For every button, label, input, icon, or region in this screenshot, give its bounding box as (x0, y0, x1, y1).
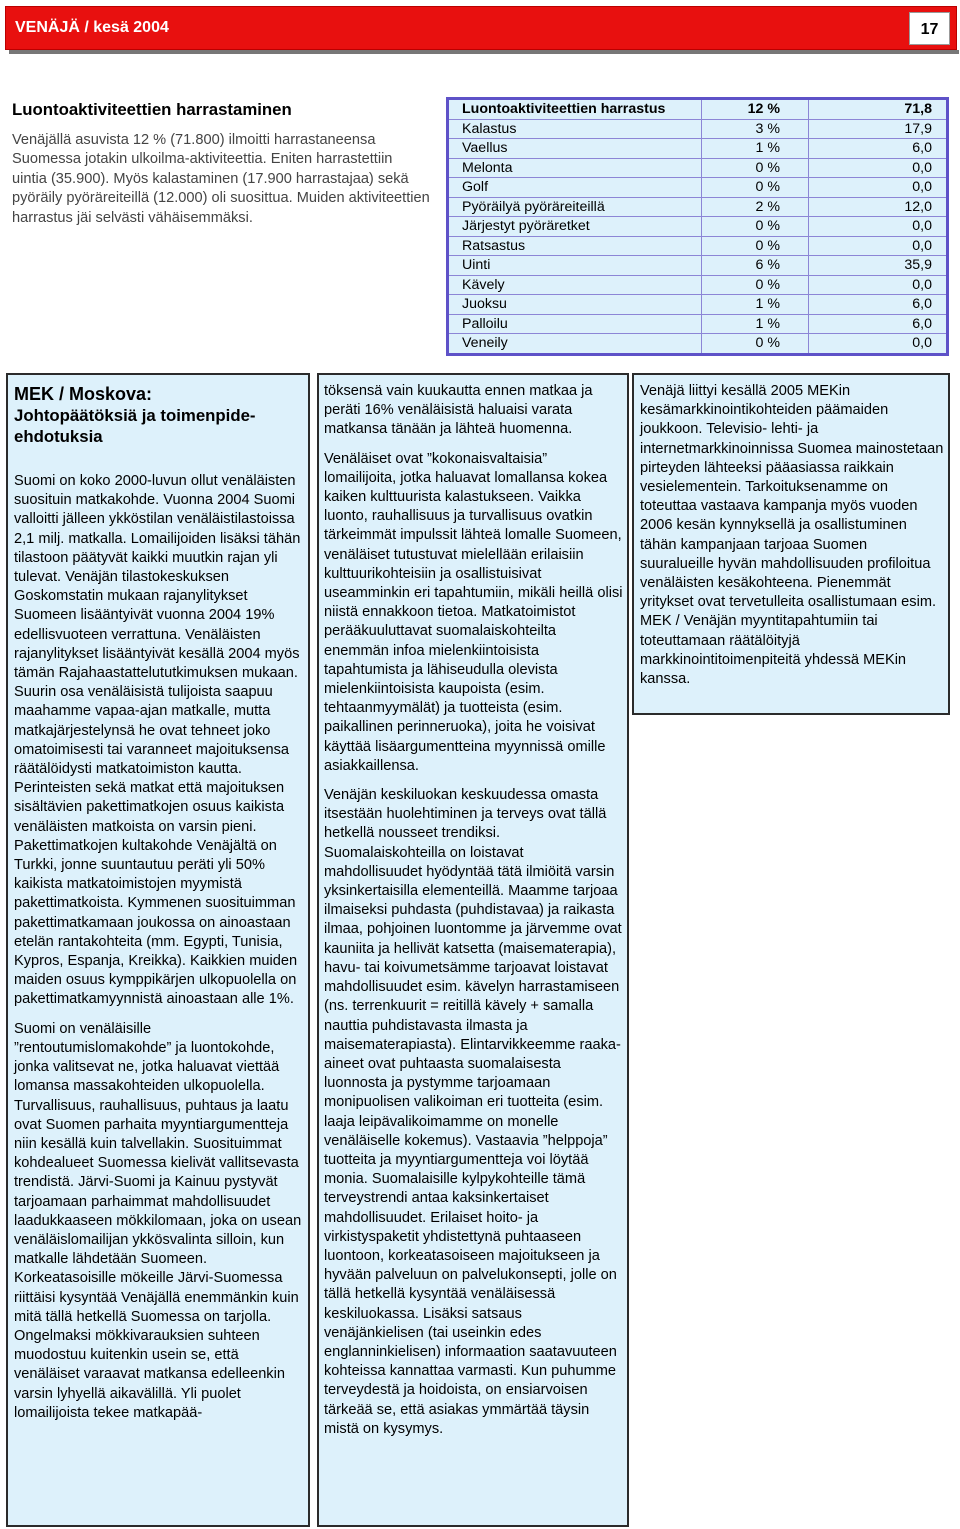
row-pct: 1 % (702, 139, 809, 159)
intro-section (12, 100, 430, 228)
row-value: 0,0 (809, 158, 948, 178)
row-pct: 0 % (702, 236, 809, 256)
mek-column-2 (317, 373, 629, 1527)
row-pct: 0 % (702, 334, 809, 355)
row-pct: 0 % (702, 275, 809, 295)
mek-column-1 (6, 373, 310, 1527)
row-label: Kävely (448, 275, 702, 295)
row-label: Kalastus (448, 119, 702, 139)
mek-title-line1: MEK / Moskova: (14, 384, 153, 404)
row-value: 0,0 (809, 334, 948, 355)
col2-paragraph-2: Venäläiset ovat ”kokonaisvaltaisia” lomailijoita, jotka haluavat lomallansa kokea kaiken kulttuurista kalastukseen. Vaikka luonto, rauhallisuus ja turvallisuus ovatkin tärkeimmät impulssit lähteä lomalle Suomeen, venäläiset tutustuvat mielellään erilaisiin kulttuurikohteisiin ja osallistuisivat useamminkin eri tapahtumiin, mikäli heillä olisi niistä ennakkoon tietoa. Matkatoimistot perääkuuluttavat suomalaiskohteilta enemmän infoa mielenkiintoisista tapahtumista ja lähiseudulla olevista mielenkiintoisista kaupoista (esim. tehtaanmyymälät) ja tuotteista (esim. paikallinen perinneruoka), joita he voisivat käyttää lisäargumentteina myynnissä omille asiakkaillensa. (324, 450, 623, 774)
row-label: Juoksu (448, 295, 702, 315)
row-value: 6,0 (809, 314, 948, 334)
col2-paragraph-1: töksensä vain kuukautta ennen matkaa ja peräti 16% venäläisistä haluaisi varata matkansa tänään ja lähteä huomenna. (324, 383, 593, 438)
col3-paragraph-1: Venäjä liittyi kesällä 2005 MEKin kesämarkkinointikohteiden päämaiden joukkoon. Televisio- lehti- ja internetmarkkinoinnissa Suomea mainostetaan pirteyden lähteeksi pääasiassa raikkain vesielementein. Tarkoituksenamme on toteuttaa vastaava kampanja myös vuoden 2006 kesän kynnyksellä ja osallistuminen tähän kampanjaan tarjoaa Suomen suuralueille hyvän mahdollisuuden profiloitua venäläisten kesäkohteena. Pienemmät yritykset ovat tervetulleita osallistumaan esim. MEK / Venäjän myyntitapahtumiin tai toteuttamaan räätälöityjä markkinointitoimenpiteitä yhdessä MEKin kanssa. (640, 383, 944, 688)
row-label: Golf (448, 178, 702, 198)
col1-paragraph-2: Suomi on venäläisille ”rentoutumislomakohde” ja luontokohde, jonka valitsevat ne, jotka haluavat viettää lomansa massakohteiden ulkopuolella. Turvallisuus, rauhallisuus, puhtaus ja laatu ovat Suomen parhaita myyntiargumentteja niin kesällä kuin talvellakin. Suosituimmat kohdealueet Suomessa kielivät vallitsevasta trendistä. Järvi-Suomi ja Kainuu pystyvät tarjoamaan parhaimmat mahdollisuudet laadukkaaseen mökkilomaan, joka on usean venäläislomailijan ykkösvalinta silloin, kun matkalle lähdetään Suomeen. Korkeatasoisille mökeille Järvi-Suomessa riittäisi kysyntää Venäjällä enemmänkin kuin mitä tällä hetkellä Suomessa on tarjolla. Ongelmaksi mökkivarauksien suhteen muodostuu kuitenkin usein se, että venäläiset varaavat matkansa edelleenkin varsin lyhyellä aikavälillä. Yli puolet lomailijoista tekee matkapää- (14, 1020, 302, 1421)
row-pct: 2 % (702, 197, 809, 217)
row-pct: 6 % (702, 256, 809, 276)
row-value: 17,9 (809, 119, 948, 139)
row-value: 0,0 (809, 275, 948, 295)
row-value: 0,0 (809, 217, 948, 237)
table-row (448, 275, 948, 295)
row-pct: 0 % (702, 158, 809, 178)
row-value: 35,9 (809, 256, 948, 276)
row-pct: 0 % (702, 217, 809, 237)
row-pct: 1 % (702, 295, 809, 315)
col1-paragraph-1: Suomi on koko 2000-luvun ollut venäläisten suosituin matkakohde. Vuonna 2004 Suomi valloitti jälleen ykköstilan venäläistilastoissa 2,1 milj. matkalla. Lomailijoiden lisäksi tähän tilastoon päätyvät kaikki muutkin rajan yli tulevat. Venäjän tilastokeskuksen Goskomstatin mukaan rajanylitykset Suomeen lisääntyivät vuonna 2004 19% edellisvuoteen verrattuna. Venäläisten rajanylitykset lisääntyivät kesällä 2004 myös tämän Rajahaastattelututkimuksen mukaan. Suurin osa venäläisistä tulijoista saapuu maahamme vapaa-ajan matkalle, mutta matkajärjestelynsä he ovat tehneet joko omatoimisesti tai varanneet majoituksensa räätälöidysti matkatoimiston kautta. Perinteisten sekä matkat että majoituksen sisältävien pakettimatkojen osuus kaikista venäläisten matkoista on varsin pieni. Pakettimatkojen kultakohde Venäjältä on Turkki, jonne suuntautuu peräti yli 50% kaikista matkatoimistojen myymistä pakettimatkoista. Kymmenen suosituimman pakettimatkamaan joukossa on ainoastaan etelän rantakohteita (mm. Egypti, Tunisia, Kypros, Espanja, Kreikka). Kaikkien muiden maiden osuus kymppikärjen ulkopuolella on pakettimatkamyynnistä ainoastaan alle 1%. (14, 473, 301, 1008)
table-row (448, 295, 948, 315)
mek-column-3 (632, 373, 950, 715)
row-value: 6,0 (809, 295, 948, 315)
row-label: Pyöräilyä pyöräreiteillä (448, 197, 702, 217)
table-row (448, 119, 948, 139)
page-number: 17 (909, 12, 950, 45)
row-label: Vaellus (448, 139, 702, 159)
table-row (448, 197, 948, 217)
row-label: Veneily (448, 334, 702, 355)
intro-title: Luontoaktiviteettien harrastaminen (12, 100, 292, 119)
row-label: Ratsastus (448, 236, 702, 256)
header-title: VENÄJÄ / kesä 2004 (15, 19, 169, 36)
table-header-label: Luontoaktiviteettien harrastus (448, 99, 702, 120)
table-row (448, 236, 948, 256)
mek-title (14, 384, 308, 447)
row-label: Järjestyt pyöräretket (448, 217, 702, 237)
table-header-row (448, 99, 948, 120)
row-pct: 1 % (702, 314, 809, 334)
row-value: 0,0 (809, 178, 948, 198)
row-value: 0,0 (809, 236, 948, 256)
table-row (448, 178, 948, 198)
table-header-value: 71,8 (809, 99, 948, 120)
row-pct: 3 % (702, 119, 809, 139)
row-label: Melonta (448, 158, 702, 178)
row-value: 12,0 (809, 197, 948, 217)
table-row (448, 158, 948, 178)
table-row (448, 217, 948, 237)
row-label: Uinti (448, 256, 702, 276)
page-header (5, 6, 957, 50)
col2-paragraph-3: Venäjän keskiluokan keskuudessa omasta itsestään huolehtiminen ja terveys ovat tällä hetkellä nousseet trendiksi. Suomalaiskohteilla on loistavat mahdollisuudet hyödyntää tätä ilmiöitä varsin yksinkertaisilla elementeillä. Maamme tarjoaa ilmaiseksi puhdasta (puhdistavaa) ja raikasta ilmaa, pohjoinen luontomme ja järvemme ovat kauniita ja hellivät katsetta (maisematerapia), havu- tai koivumetsämme tarjoavat loistavat mahdollisuudet esim. kävelyn harrastamiseen (ns. terrenkuurit = reitillä kävely + samalla nauttia puhdistavasta ilmasta ja maisematerapiasta). Elintarvikkeemme raaka-aineet ovat puhtaasta suomalaisesta luonnosta ja pystymme tarjoamaan monipuolisen valikoiman eri tuotteita (esim. laaja leipävalikoimamme on monelle venäläiselle kokemus). Vastaavia ”helppoja” tuotteita ja myyntiargumentteja voi löytää monia. Suomalaisille kylpykohteille tämä terveystrendi antaa kaksinkertaiset mahdollisuudet. Erilaiset hoito- ja virkistyspaketit yhdistettynä puhtaaseen luontoon, korkeatasoiseen majoitukseen ja hyvään palveluun on palvelukonsepti, jolle on tällä hetkellä kysyntää venäläisessä keskiluokassa. Lisäksi satsaus venäjänkielisen (tai useinkin edes englanninkielisen) informaation saatavuuteen kohteissa kannattaa varmasti. Kun puhumme terveydestä ja hoidoista, on ensiarvoisen tärkeää se, että asiakas ymmärtää täysin mistä on kysymys. (324, 787, 622, 1437)
table-row (448, 139, 948, 159)
header-shadow (9, 50, 959, 54)
mek-title-line2: Johtopäätöksiä ja toimenpide-ehdotuksia (14, 406, 256, 446)
intro-body: Venäjällä asuvista 12 % (71.800) ilmoitti harrastaneensa Suomessa jotakin ulkoilma-aktiviteettia. Eniten harrastettiin uintia (35.900). Myös kalastaminen (17.900 harrastajaa) sekä pyöräily pyöräreiteillä (12.000) oli suosittua. Muiden aktiviteettien harrastus jäi selvästi vähäisemmäksi. (12, 131, 430, 226)
row-label: Palloilu (448, 314, 702, 334)
table-header-pct: 12 % (702, 99, 809, 120)
table-row (448, 334, 948, 355)
table-row (448, 256, 948, 276)
row-value: 6,0 (809, 139, 948, 159)
activities-table (446, 97, 949, 356)
row-pct: 0 % (702, 178, 809, 198)
table-row (448, 314, 948, 334)
